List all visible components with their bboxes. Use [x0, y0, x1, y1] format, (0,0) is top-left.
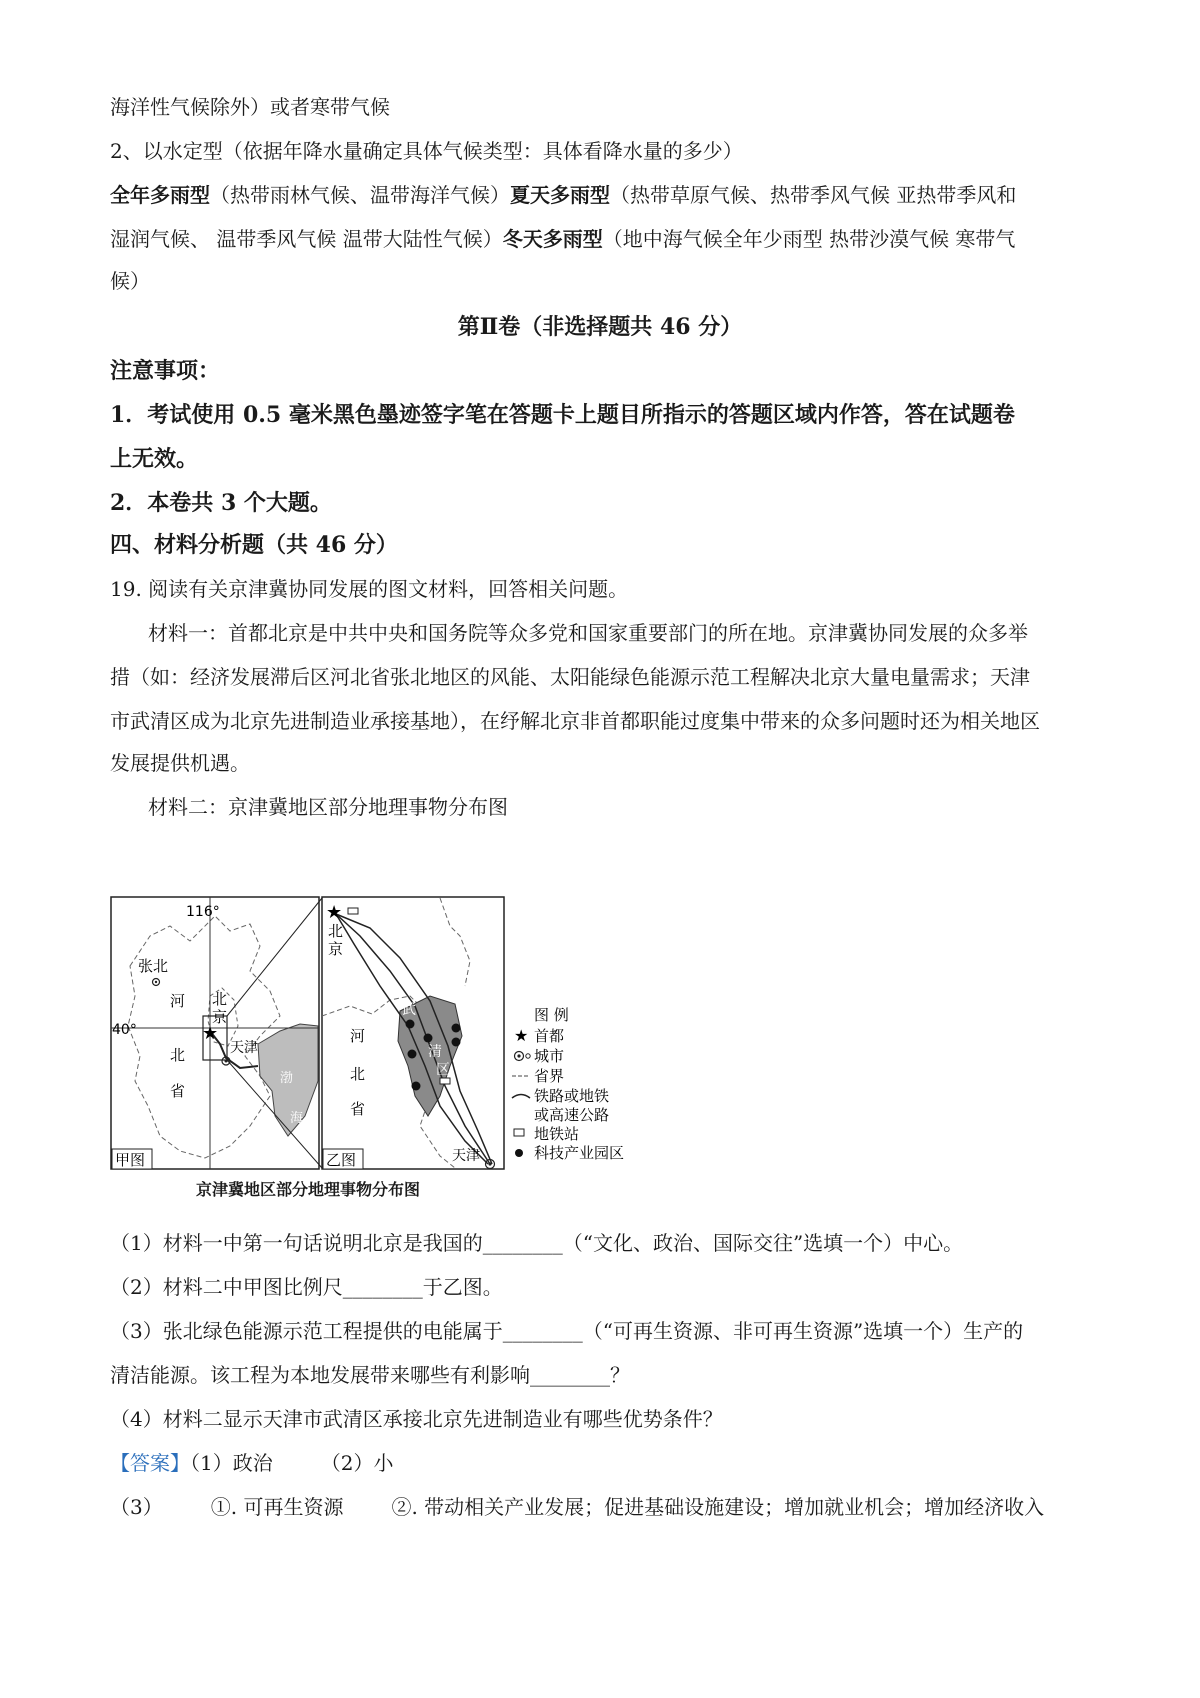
tech-park-dot — [452, 1024, 461, 1033]
answer-text: ②. 带动相关产业发展；促进基础设施建设；增加就业机会；增加经济收入 — [391, 1495, 1045, 1519]
hebei-label: 省 — [350, 1100, 366, 1118]
text-span: （热带草原气候、热带季风气候 亚热带季风和 — [610, 183, 1017, 207]
zhangbei-label: 张北 — [138, 957, 169, 975]
tech-park-dot — [412, 1082, 421, 1091]
wuqing-label: 区 — [436, 1062, 450, 1078]
answer-text: （3） — [110, 1495, 163, 1519]
jia-label: 甲图 — [115, 1151, 146, 1169]
material-text: 材料一：首都北京是中共中央和国务院等众多党和国家重要部门的所在地。京津冀协同发展的众多举 — [148, 621, 1028, 645]
question-stem: 19. 阅读有关京津冀协同发展的图文材料，回答相关问题。 — [110, 577, 629, 601]
material-text: 发展提供机遇。 — [110, 751, 250, 775]
hebei-label: 北 — [350, 1065, 366, 1083]
material-text: 市武清区成为北京先进制造业承接基地），在纾解北京非首都职能过度集中带来的众多问题时还为相关地区 — [110, 709, 1040, 733]
legend-label: 省界 — [534, 1067, 565, 1085]
bold-term: 全年多雨型 — [110, 183, 210, 207]
text-line: 海洋性气候除外）或者寒带气候 — [110, 95, 390, 119]
tech-park-dot — [424, 1034, 433, 1043]
zhangbei-city-symbol — [155, 981, 157, 983]
legend-label: 地铁站 — [534, 1125, 580, 1143]
capital-star: ★ — [202, 1023, 219, 1044]
material-text: 材料二：京津冀地区部分地理事物分布图 — [148, 795, 508, 819]
legend-label: 首都 — [534, 1027, 565, 1045]
legend-rail-icon — [512, 1095, 530, 1099]
tech-park-dot — [452, 1038, 461, 1047]
material-text: 措（如：经济发展滞后区河北省张北地区的风能、太阳能绿色能源示范工程解决北京大量电量需求；天津 — [110, 665, 1030, 689]
climate-types-line — [110, 180, 1100, 210]
metro-station — [348, 908, 358, 914]
answer-line — [110, 1448, 1100, 1478]
hebei-label: 北 — [170, 1046, 186, 1064]
sub-question: （4）材料二显示天津市武清区承接北京先进制造业有哪些优势条件？ — [110, 1407, 723, 1431]
text-line: 2、以水定型（依据年降水量确定具体气候类型：具体看降水量的多少） — [110, 139, 743, 163]
bohai-label: 渤 — [280, 1071, 294, 1086]
hebei-label: 河 — [350, 1027, 366, 1045]
map-svg — [110, 896, 692, 1176]
tianjin-city-symbol — [488, 1162, 491, 1165]
lon-label: 116° — [186, 904, 220, 920]
notice-item: 上无效。 — [110, 446, 199, 472]
answer-tag: 【答案】 — [110, 1451, 190, 1475]
text-line: 候） — [110, 269, 150, 293]
legend-title: 图 例 — [534, 1006, 569, 1024]
hebei-label: 河 — [170, 992, 186, 1010]
sub-question: （2）材料二中甲图比例尺________于乙图。 — [110, 1275, 503, 1299]
lat-label: 40° — [112, 1022, 137, 1038]
beijing-label: 京 — [212, 1008, 228, 1026]
map-figure — [110, 896, 692, 1176]
notice-item: 2．本卷共 3 个大题。 — [110, 490, 332, 516]
legend-label: 铁路或地铁 — [534, 1087, 610, 1105]
bold-term: 夏天多雨型 — [510, 183, 610, 207]
legend-label: 科技产业园区 — [534, 1144, 625, 1162]
wuqing-label: 武 — [402, 1002, 416, 1018]
beijing-label: 京 — [328, 940, 344, 958]
metro-station — [440, 1078, 450, 1084]
legend-city-icon — [526, 1054, 530, 1058]
text-span: 湿润气候、 温带季风气候 温带大陆性气候） — [110, 227, 503, 251]
sub-question: （1）材料一中第一句话说明北京是我国的________（“文化、政治、国际交往”选填一个）中心。 — [110, 1231, 964, 1255]
answer-text: ①. 可再生资源 — [210, 1495, 344, 1519]
bold-term: 冬天多雨型 — [502, 227, 603, 251]
legend-label: 城市 — [534, 1047, 565, 1065]
answer-text: （2）小 — [320, 1451, 394, 1475]
legend-station-icon — [514, 1129, 524, 1136]
beijing-label: 北 — [328, 922, 344, 940]
sub-question: 清洁能源。该工程为本地发展带来哪些有利影响________？ — [110, 1363, 630, 1387]
answer-line — [110, 1492, 1100, 1522]
text-span: （地中海气候全年少雨型 热带沙漠气候 寒带气 — [602, 227, 1016, 251]
legend-label: 或高速公路 — [534, 1106, 610, 1124]
text-span: （热带雨林气候、温带海洋气候） — [210, 183, 510, 207]
map-caption: 京津冀地区部分地理事物分布图 — [196, 1180, 421, 1199]
tech-park-dot — [408, 1050, 417, 1059]
hebei-label: 省 — [170, 1082, 186, 1100]
capital-star: ★ — [326, 902, 343, 923]
bohai-label: 海 — [290, 1111, 304, 1126]
sub-question: （3）张北绿色能源示范工程提供的电能属于________（“可再生资源、非可再生资源”选填一个）生产的 — [110, 1319, 1024, 1343]
beijing-label: 北 — [212, 990, 228, 1008]
notice-title: 注意事项： — [110, 358, 221, 384]
tianjin-label: 天津 — [230, 1040, 258, 1056]
legend-city-icon — [517, 1054, 520, 1057]
section-title: 第Ⅱ卷（非选择题共 46 分） — [457, 314, 743, 340]
tech-park-dot — [406, 1020, 415, 1029]
legend-capital-icon: ★ — [514, 1026, 529, 1045]
wuqing-label: 清 — [428, 1044, 442, 1060]
legend-park-icon — [515, 1149, 523, 1157]
yi-label: 乙图 — [326, 1151, 357, 1169]
part-heading: 四、材料分析题（共 46 分） — [110, 532, 398, 558]
notice-item: 1．考试使用 0.5 毫米黑色墨迹签字笔在答题卡上题目所指示的答题区域内作答，答在试题卷 — [110, 402, 1015, 428]
climate-types-line — [110, 224, 1100, 254]
tianjin-label: 天津 — [452, 1148, 480, 1164]
tianjin-city-symbol — [225, 1060, 228, 1063]
answer-text: （1）政治 — [190, 1451, 273, 1475]
